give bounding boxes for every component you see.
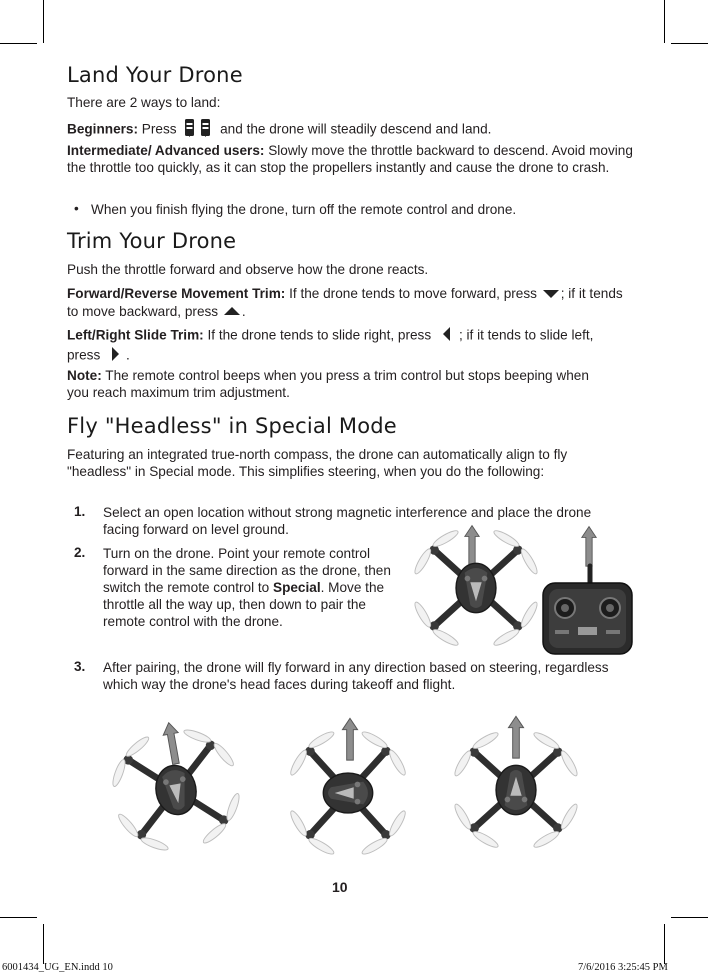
page-number: 10 [332, 879, 348, 895]
headless-intro: Featuring an integrated true-north compass, the drone can automatically align to fly "headless" in Special mode. This simplifies steering, when you do the following: [67, 447, 568, 479]
fr-text1: If the drone tends to move forward, press [289, 286, 537, 301]
intermediate-label: Intermediate/ Advanced users: [67, 143, 265, 158]
forward-arrow-icon [582, 527, 596, 567]
forward-arrow-icon [342, 718, 357, 760]
headless-heading: Fly "Headless" in Special Mode [67, 414, 397, 438]
fr-label: Forward/Reverse Movement Trim: [67, 286, 286, 301]
drone-icon [412, 528, 539, 648]
remote-control-icon [543, 566, 632, 654]
step-3-number: 3. [74, 659, 86, 674]
land-intro: There are 2 ways to land: [67, 95, 221, 110]
step-2-post: . Move the throttle all the way up, then down to pair the remote control with the drone. [103, 580, 385, 629]
beginners-label: Beginners: [67, 121, 139, 137]
forward-arrow-icon [465, 526, 479, 566]
lr-text1: If the drone tends to slide right, press [207, 327, 432, 343]
step-2-number: 2. [74, 545, 86, 560]
slug-right: 7/6/2016 3:25:45 PM [578, 962, 668, 973]
beginners-pre: Press [141, 121, 177, 137]
step-1-number: 1. [74, 504, 86, 519]
bullet-text: When you finish flying the drone, turn off the remote control and drone. [91, 202, 517, 217]
step-1-text: Select an open location without strong magnetic interference and place the drone facing forward on level ground. [103, 505, 592, 537]
step-2-bold: Special [273, 580, 321, 595]
note-label: Note: [67, 368, 102, 383]
lr-text2: ; if it tends to slide left, press [67, 327, 594, 363]
trim-heading: Trim Your Drone [67, 229, 237, 253]
drone-icon [103, 720, 249, 860]
lr-text3: . [126, 347, 130, 363]
fr-text3: . [241, 303, 246, 319]
forward-arrow-icon [161, 721, 183, 765]
slug-left: 6001434_UG_EN.indd 10 [2, 962, 113, 973]
beginners-post: and the drone will steadily descend and land. [220, 121, 492, 137]
lr-label: Left/Right Slide Trim: [67, 327, 204, 343]
land-heading: Land Your Drone [67, 63, 243, 87]
bullet-dot: • [74, 201, 79, 216]
note-text: The remote control beeps when you press a trim control but stops beeping when you reach maximum trim adjustment. [67, 368, 589, 400]
intermediate-text: Slowly move the throttle backward to descend. Avoid moving the throttle too quickly, as it can stop the propellers instantly and cause the drone to crash. [67, 143, 633, 175]
trim-intro: Push the throttle forward and observe how the drone reacts. [67, 262, 429, 277]
fr-text2: ; if it tends to move backward, press [67, 286, 623, 319]
step-2-pre: Turn on the drone. Point your remote control forward in the same direction as the drone, then switch the remote control to [103, 546, 391, 595]
forward-arrow-icon [508, 716, 523, 758]
step-3-text: After pairing, the drone will fly forward in any direction based on steering, regardless which way the drone's head faces during takeoff and flight. [103, 660, 609, 692]
